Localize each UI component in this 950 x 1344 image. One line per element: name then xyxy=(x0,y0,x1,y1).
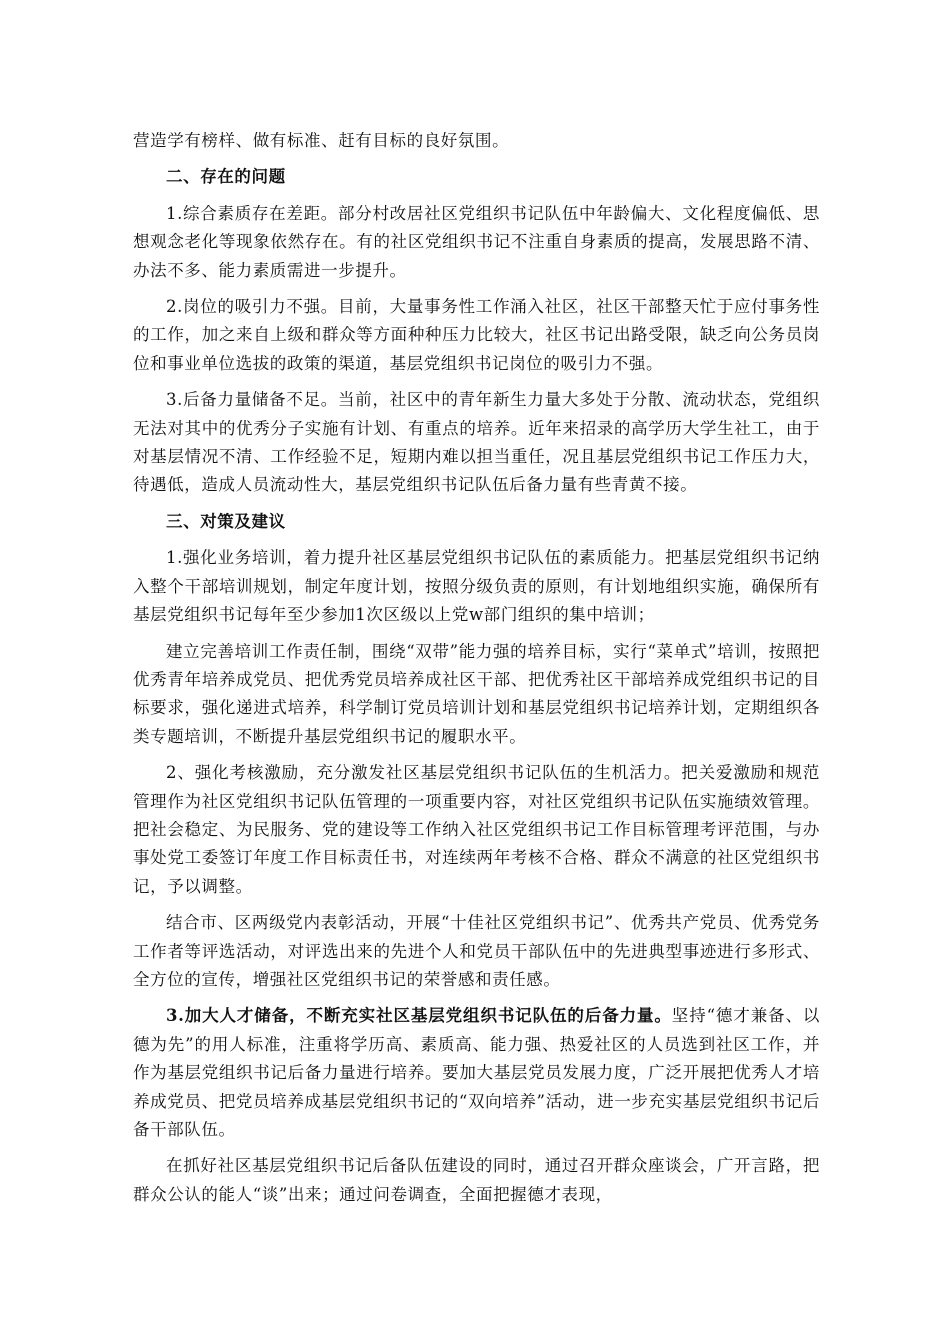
problem-paragraph-3: 3.后备力量储备不足。当前，社区中的青年新生力量大多处于分散、流动状态，党组织无法对其中的优秀分子实施有计划、有重点的培养。近年来招录的高学历大学生社工，由于对基层情况不清、工作经验不足，短期内难以担当重任，况且基层党组织书记工作压力大，待遇低，造成人员流动性大，基层党组织书记队伍后备力量有些青黄不接。 xyxy=(133,390,820,495)
intro-paragraph-tail: 营造学有榜样、做有标准、赶有目标的良好氛围。 xyxy=(133,131,510,150)
countermeasure-3-body: 坚持“德才兼备、以德为先”的用人标准，注重将学历高、素质高、能力强、热爱社区的人员选到社区工作，并作为基层党组织书记后备力量进行培养。要加大基层党员发展力度，广泛开展把优秀人才培养成党员、把党员培养成基层党组织书记的“双向培养”活动，进一步充实基层党组织书记后备干部队伍。 xyxy=(133,1006,820,1139)
countermeasure-paragraph-2b: 结合市、区两级党内表彰活动，开展“十佳社区党组织书记”、优秀共产党员、优秀党务工作者等评选活动，对评选出来的先进个人和党员干部队伍中的先进典型事迹进行多形式、全方位的宣传，增强社区党组织书记的荣誉感和责任感。 xyxy=(133,913,820,989)
problem-paragraph-2: 2.岗位的吸引力不强。目前，大量事务性工作涌入社区，社区干部整天忙于应付事务性的工作，加之来自上级和群众等方面种种压力比较大，社区书记出路受限，缺乏向公务员岗位和事业单位选拔的政策的渠道，基层党组织书记岗位的吸引力不强。 xyxy=(133,297,820,373)
problem-paragraph-1: 1.综合素质存在差距。部分村改居社区党组织书记队伍中年龄偏大、文化程度偏低、思想观念老化等现象依然存在。有的社区党组织书记不注重自身素质的提高，发展思路不清、办法不多、能力素质需进一步提升。 xyxy=(133,203,820,280)
section-heading-countermeasures: 三、对策及建议 xyxy=(166,511,286,531)
countermeasure-paragraph-1: 1.强化业务培训，着力提升社区基层党组织书记队伍的素质能力。把基层党组织书记纳入整个干部培训规划，制定年度计划，按照分级负责的原则，有计划地组织实施，确保所有基层党组织书记每年至少参加1次区级以上党w部门组织的集中培训； xyxy=(133,548,820,625)
countermeasure-paragraph-2: 2、强化考核激励，充分激发社区基层党组织书记队伍的生机活力。把关爱激励和规范管理作为社区党组织书记队伍管理的一项重要内容，对社区党组织书记队伍实施绩效管理。把社会稳定、为民服务、党的建设等工作纳入社区党组织书记工作目标管理考评范围，与办事处党工委签订年度工作目标责任书，对连续两年考核不合格、群众不满意的社区党组织书记，予以调整。 xyxy=(133,763,820,896)
section-heading-problems: 二、存在的问题 xyxy=(166,167,286,187)
countermeasure-paragraph-3 xyxy=(133,1002,820,1144)
countermeasure-paragraph-3b: 在抓好社区基层党组织书记后备队伍建设的同时，通过召开群众座谈会，广开言路，把群众公认的能人“谈”出来；通过问卷调查，全面把握德才表现， xyxy=(133,1156,820,1204)
countermeasure-paragraph-1b: 建立完善培训工作责任制，围绕“双带”能力强的培养目标，实行“菜单式”培训，按照把优秀青年培养成党员、把优秀党员培养成社区干部、把优秀社区干部培养成党组织书记的目标要求，强化递进式培养，科学制订党员培训计划和基层党组织书记培养计划，定期组织各类专题培训，不断提升基层党组织书记的履职水平。 xyxy=(133,641,820,746)
countermeasure-3-lead: 3.加大人才储备，不断充实社区基层党组织书记队伍的后备力量。 xyxy=(166,1006,672,1026)
